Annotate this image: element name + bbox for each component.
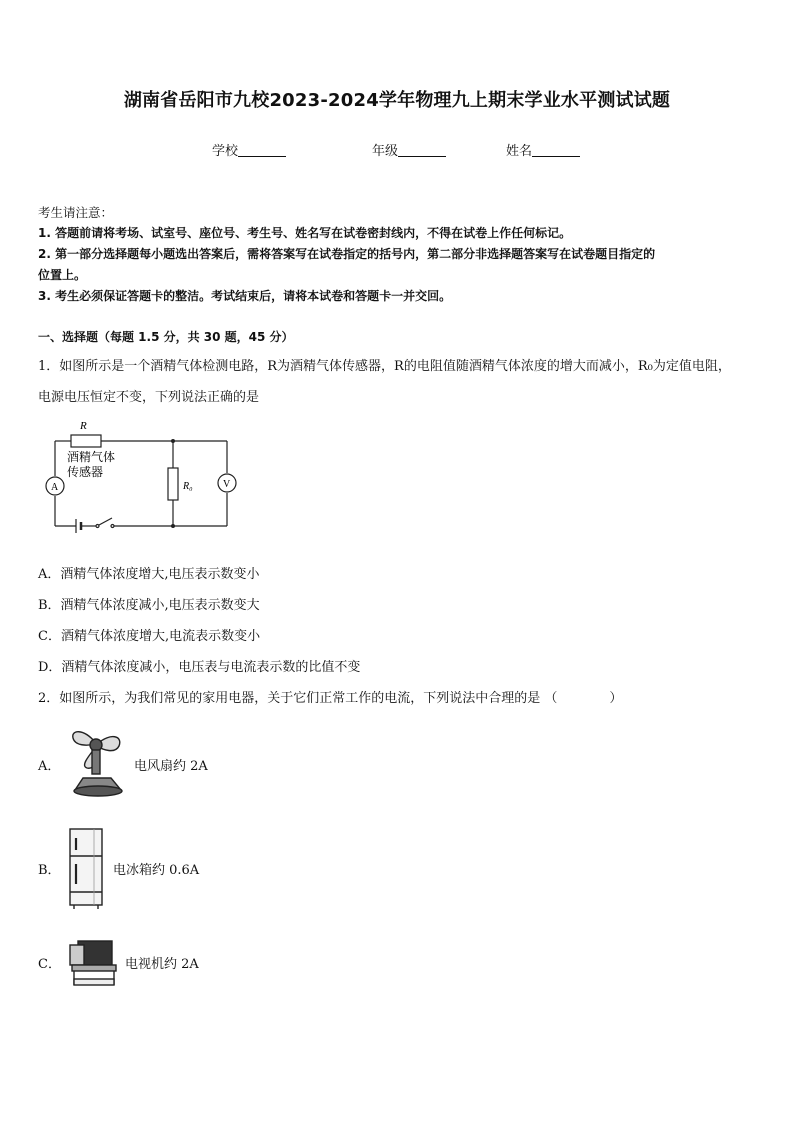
question-1-line-2: 电源电压恒定不变，下列说法正确的是 bbox=[38, 390, 260, 405]
section-heading: 一、选择题（每题 1.5 分，共 30 题，45 分） bbox=[38, 330, 294, 344]
q1-option-b[interactable]: B．酒精气体浓度减小,电压表示数变大 bbox=[38, 598, 260, 613]
notice-item-3: 3. 考生必须保证答题卡的整洁。考试结束后，请将本试卷和答题卡一并交回。 bbox=[38, 289, 452, 303]
junction-top bbox=[171, 439, 175, 443]
grade-blank[interactable] bbox=[398, 143, 446, 157]
refrigerator-icon bbox=[66, 826, 106, 910]
sensor-resistor bbox=[71, 435, 101, 447]
q1-option-a[interactable]: A．酒精气体浓度增大,电压表示数变小 bbox=[38, 567, 260, 582]
voltmeter-label: V bbox=[223, 479, 231, 490]
notice-item-2-cont: 位置上。 bbox=[38, 268, 87, 282]
r0-resistor bbox=[168, 468, 178, 500]
switch-contact-left bbox=[96, 525, 99, 528]
q2-option-c-letter[interactable]: C． bbox=[38, 957, 61, 972]
junction-bottom bbox=[171, 524, 175, 528]
q2-option-a-letter[interactable]: A． bbox=[38, 759, 61, 774]
notice-heading: 考生请注意： bbox=[38, 205, 114, 220]
resistor-r-label: R bbox=[80, 420, 87, 432]
question-2-stem: 2．如图所示，为我们常见的家用电器，关于它们正常工作的电流，下列说法中合理的是 （ ） bbox=[38, 691, 623, 706]
r0-label: R₀ bbox=[183, 481, 193, 492]
sensor-label-line-2: 传感器 bbox=[67, 465, 104, 479]
switch-lever bbox=[99, 518, 112, 525]
sensor-label-line-1: 酒精气体 bbox=[67, 450, 116, 464]
question-1-line-1: 1．如图所示是一个酒精气体检测电路，R为酒精气体传感器，R的电阻值随酒精气体浓度的增大而减小，R₀为定值电阻， bbox=[38, 359, 731, 374]
grade-field[interactable] bbox=[372, 140, 446, 159]
notice-item-2: 2. 第一部分选择题每小题选出答案后，需将答案写在试卷指定的括号内，第二部分非选择题答案写在试卷题目指定的 bbox=[38, 247, 656, 261]
ammeter-label: A bbox=[51, 482, 59, 493]
grade-label: 年级 bbox=[372, 144, 399, 159]
school-blank[interactable] bbox=[238, 143, 286, 157]
electric-fan-icon bbox=[65, 724, 127, 798]
school-field[interactable] bbox=[212, 140, 286, 159]
name-field[interactable] bbox=[506, 140, 580, 159]
q2-option-b-text[interactable]: 电冰箱约 0.6A bbox=[113, 863, 200, 878]
page-title: 湖南省岳阳市九校2023-2024学年物理九上期末学业水平测试试题 bbox=[123, 90, 671, 111]
q2-option-a-text[interactable]: 电风扇约 2A bbox=[134, 759, 208, 774]
name-label: 姓名 bbox=[506, 144, 533, 159]
q1-option-d[interactable]: D．酒精气体浓度减小，电压表与电流表示数的比值不变 bbox=[38, 660, 361, 675]
q2-option-b-letter[interactable]: B． bbox=[38, 863, 61, 878]
notice-item-1: 1. 答题前请将考场、试室号、座位号、考生号、姓名写在试卷密封线内，不得在试卷上作任何标记。 bbox=[38, 226, 572, 240]
school-label: 学校 bbox=[212, 144, 239, 159]
name-blank[interactable] bbox=[532, 143, 580, 157]
switch-contact-right bbox=[111, 525, 114, 528]
circuit-diagram bbox=[40, 413, 245, 533]
q2-option-c-text[interactable]: 电视机约 2A bbox=[125, 957, 199, 972]
q1-option-c[interactable]: C．酒精气体浓度增大,电流表示数变小 bbox=[38, 629, 261, 644]
television-icon bbox=[66, 935, 120, 989]
